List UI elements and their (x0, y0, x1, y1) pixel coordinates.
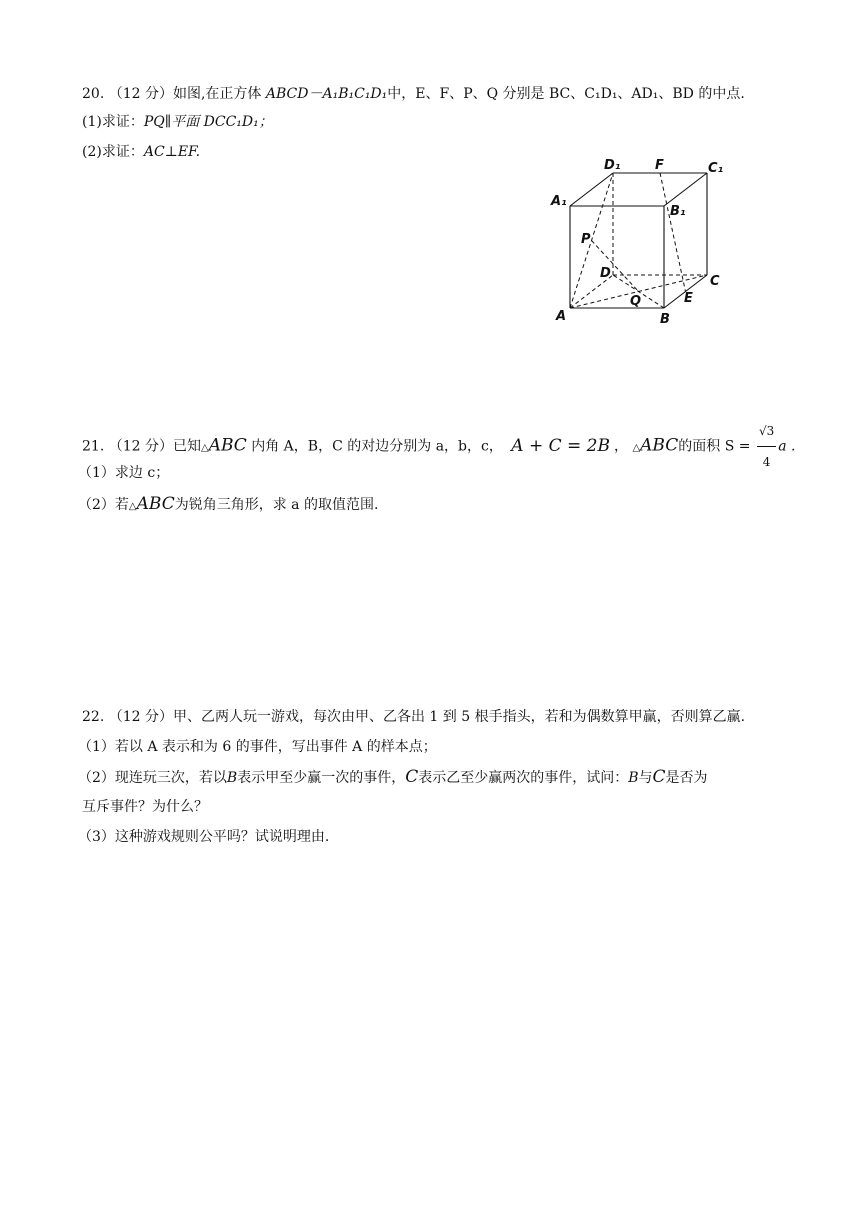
q21-area-tail: a . (778, 438, 796, 455)
q20-part2-prefix: (2)求证： (82, 144, 144, 160)
q21-comma: ， (614, 438, 628, 455)
triangle-symbol: △ (128, 501, 137, 512)
label-q: Q (630, 294, 642, 309)
segment-p-q (592, 241, 639, 292)
q22-part2-cont: 互斥事件？为什么？ (82, 799, 208, 815)
label-c: C (710, 274, 720, 289)
q21-equation: A + C = 2B (511, 435, 610, 456)
q22-part2 (78, 767, 708, 788)
q21-fraction (757, 416, 776, 477)
q20-part1 (82, 112, 273, 132)
q21-part2-body: 为锐角三角形，求 a 的取值范围. (174, 497, 379, 513)
q20-cube-name: ABCD－A₁B₁C₁D₁ (265, 86, 388, 102)
q21-statement (82, 416, 795, 477)
q21-text1: 内角 A，B，C 的对边分别为 a，b，c， (246, 438, 503, 455)
triangle-symbol: △ (200, 442, 209, 454)
q21-head: 21. （12 分）已知 (82, 438, 201, 455)
q22-part2-a: （2）现连玩三次，若以 (78, 770, 227, 786)
q22-event-c: C (652, 767, 666, 787)
label-b1: B₁ (670, 204, 686, 219)
q21-part1: （1）求边 c； (78, 465, 170, 481)
label-f: F (655, 158, 664, 173)
q20-part2 (82, 142, 200, 162)
q21-part2 (78, 494, 378, 517)
q22-event-b: B (628, 770, 639, 786)
q21-part2-prefix: （2）若 (78, 497, 129, 513)
q22-part2-g: 与 (638, 770, 653, 786)
q22-part2-c: 表示甲至少赢一次的事件， (237, 770, 406, 786)
q22-part2-i: 是否为 (665, 770, 708, 786)
q21-triangle-name: ABC (208, 435, 247, 456)
label-c1: C₁ (708, 161, 724, 176)
q22-part1: （1）若以 A 表示和为 6 的事件，写出事件 A 的样本点； (78, 739, 437, 755)
label-d1: D₁ (604, 158, 621, 173)
q22-part2-e: 表示乙至少赢两次的事件，试问： (418, 770, 629, 786)
cube-figure (548, 155, 733, 330)
label-e: E (684, 291, 693, 306)
q20-statement (82, 84, 745, 104)
q21-triangle-name: ABC (136, 494, 175, 514)
fraction-numerator: √3 (757, 416, 776, 447)
q21-triangle-name: ABC (640, 435, 679, 456)
q20-part1-prefix: (1)求证： (82, 114, 144, 130)
label-p: P (581, 232, 591, 247)
fraction-denominator: 4 (762, 455, 771, 469)
q20-part1-body: PQ∥平面 DCC₁D₁； (143, 114, 273, 130)
label-a1: A₁ (551, 194, 567, 209)
q22-event-c: C (405, 767, 419, 787)
q22-part3: （3）这种游戏规则公平吗？试说明理由. (78, 829, 330, 845)
triangle-symbol: △ (632, 442, 641, 454)
label-b: B (660, 312, 670, 327)
edge-a1-d1 (570, 173, 613, 206)
q22-statement: 22. （12 分）甲、乙两人玩一游戏，每次由甲、乙各出 1 到 5 根手指头，若和为偶数算甲赢，否则算乙赢. (82, 709, 746, 725)
label-a: A (556, 309, 567, 324)
q21-area-text: 的面积 S = (678, 438, 751, 455)
label-d: D (600, 266, 611, 281)
q22-event-b: B (226, 770, 238, 786)
q20-part2-body: AC⊥EF. (143, 144, 201, 160)
q20-head: 20. （12 分）如图,在正方体 (82, 86, 262, 102)
q20-middle: 中，E、F、P、Q 分别是 BC、C₁D₁、AD₁、BD 的中点. (387, 86, 745, 102)
edge-c1-b1 (664, 173, 707, 206)
